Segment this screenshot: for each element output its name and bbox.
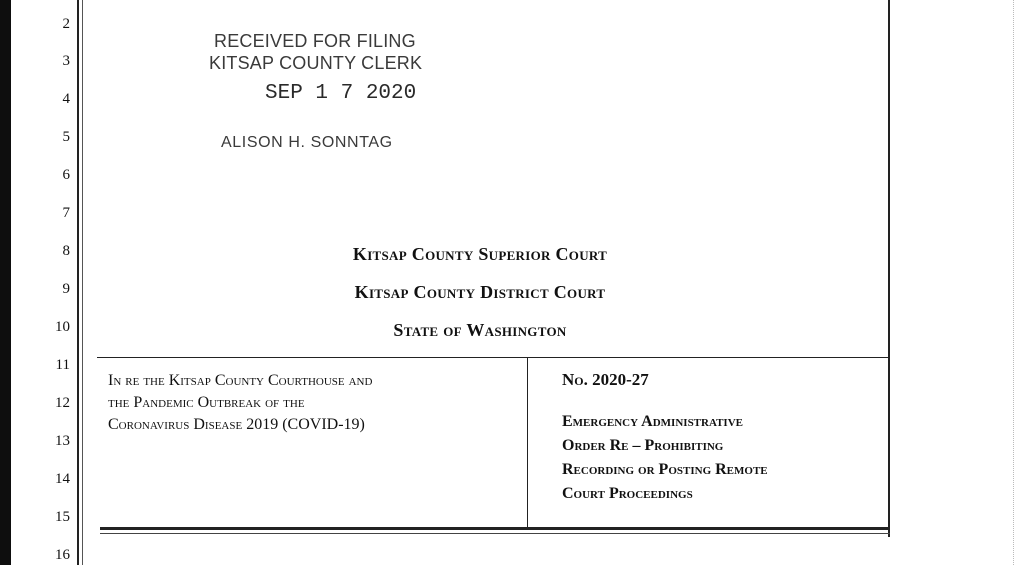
stamp-received: RECEIVED FOR FILING bbox=[214, 31, 416, 51]
line-number: 2 bbox=[62, 16, 70, 32]
line-number: 16 bbox=[55, 547, 70, 563]
line-number: 3 bbox=[62, 53, 70, 69]
stamp-clerk: KITSAP COUNTY CLERK bbox=[209, 53, 423, 73]
line-number: 12 bbox=[55, 395, 70, 411]
order-title-line: Court Proceedings bbox=[562, 485, 693, 502]
right-margin-rule bbox=[888, 0, 890, 537]
order-number: No. 2020-27 bbox=[562, 370, 649, 389]
caption-bottom-rule bbox=[100, 527, 890, 530]
line-number: 9 bbox=[62, 281, 70, 297]
caption-line: Coronavirus Disease 2019 (COVID-19) bbox=[108, 416, 365, 433]
caption-top-rule bbox=[97, 357, 890, 358]
line-number: 8 bbox=[62, 243, 70, 259]
line-number: 15 bbox=[55, 509, 70, 525]
stamp-clerk-name: ALISON H. SONNTAG bbox=[221, 134, 393, 151]
superior-court-heading: Kitsap County Superior Court bbox=[352, 244, 608, 264]
line-number: 13 bbox=[55, 433, 70, 449]
caption-line: the Pandemic Outbreak of the bbox=[108, 394, 305, 411]
order-title-line: Recording or Posting Remote bbox=[562, 461, 768, 478]
caption-bottom-rule-thin bbox=[100, 533, 890, 534]
line-number: 10 bbox=[55, 319, 70, 335]
order-title bbox=[562, 410, 882, 506]
district-court-heading: Kitsap County District Court bbox=[354, 282, 606, 302]
line-number: 6 bbox=[62, 167, 70, 183]
line-number: 7 bbox=[62, 205, 70, 221]
caption-divider bbox=[527, 357, 528, 530]
scan-edge-bar bbox=[0, 0, 11, 565]
line-number: 11 bbox=[55, 357, 70, 373]
scan-margin-dots bbox=[1013, 0, 1015, 565]
caption-line: In re the Kitsap County Courthouse and bbox=[108, 372, 373, 389]
state-heading: State of Washington bbox=[393, 320, 567, 340]
line-number: 14 bbox=[55, 471, 70, 487]
line-number: 4 bbox=[62, 91, 70, 107]
order-title-line: Order Re – Prohibiting bbox=[562, 437, 724, 454]
line-number: 5 bbox=[62, 129, 70, 145]
order-title-line: Emergency Administrative bbox=[562, 413, 743, 430]
case-caption bbox=[108, 370, 518, 436]
line-number-rule bbox=[77, 0, 79, 565]
stamp-date: SEP 1 7 2020 bbox=[265, 82, 417, 105]
